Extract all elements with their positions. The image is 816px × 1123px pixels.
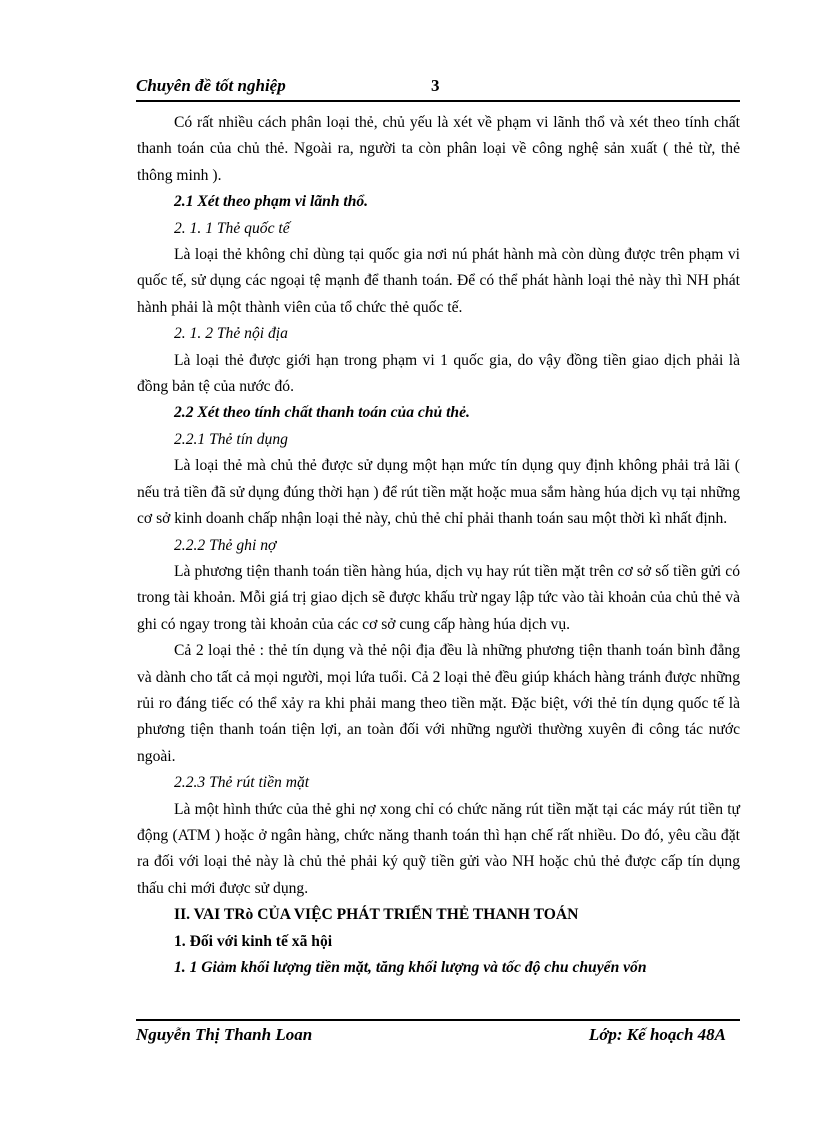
header-rule [136,100,740,102]
subsection-heading-2-1-1: 2. 1. 1 Thẻ quốc tế [174,219,290,237]
chapter-heading-ii: II. VAI TRò CỦA VIỆC PHÁT TRIỂN THẺ THANH TOÁN [174,906,579,924]
page-footer [136,1025,740,1049]
class-label: Lớp: Kế hoạch 48A [588,1025,726,1044]
document-title: Chuyên đề tốt nghiệp [136,76,286,95]
paragraph-international-card: Là loại thẻ không chỉ dùng tại quốc gia nơi nú phát hành mà còn dùng được trên phạm vi quốc tế, sử dụng các ngoại tệ mạnh để thanh toán. Để có thể phát hành loại thẻ này thì NH phát hành phải là một thành viên của tổ chức thẻ quốc tế. [137,246,740,316]
subsection-heading-2-2-3: 2.2.3 Thẻ rút tiền mặt [174,774,310,792]
subsection-heading-2-2-2: 2.2.2 Thẻ ghi nợ [174,536,277,554]
paragraph-debit-card: Là phương tiện thanh toán tiền hàng húa, dịch vụ hay rút tiền mặt trên cơ sở số tiền gửi có trong tài khoản. Mỗi giá trị giao dịch sẽ được khấu trừ ngay lập tức vào tài khoản của chủ thẻ và ghi có ngay trong tài khoản của các cơ sở cung cấp hàng húa dịch vụ. [137,562,740,633]
section-heading-1: 1. Đối với kinh tế xã hội [174,932,333,950]
section-heading-2-1: 2.1 Xét theo phạm vi lãnh thổ. [174,193,369,211]
paragraph-credit-card: Là loại thẻ mà chủ thẻ được sử dụng một hạn mức tín dụng quy định không phải trả lãi ( nếu trả tiền đã sử dụng đúng thời hạn ) để rút tiền mặt hoặc mua sắm hàng húa dịch vụ tại những cơ sở kinh doanh chấp nhận loại thẻ này, chủ thẻ chỉ phải thanh toán sau một thời kì nhất định. [137,457,740,528]
subsection-heading-2-1-2: 2. 1. 2 Thẻ nội địa [174,325,288,343]
paragraph-comparison: Cả 2 loại thẻ : thẻ tín dụng và thẻ nội địa đều là những phương tiện thanh toán bình đẳng và dành cho tất cả mọi người, mọi lứa tuổi. Cả 2 loại thẻ đều giúp khách hàng tránh được những rủi ro đáng tiếc có thể xảy ra khi phải mang theo tiền mặt. Đặc biệt, với thẻ tín dụng quốc tế là phương tiện thanh toán tiện lợi, an toàn đối với những người thường xuyên đi công tác nước ngoài. [137,642,740,765]
paragraph-intro: Có rất nhiều cách phân loại thẻ, chủ yếu là xét về phạm vi lãnh thổ và xét theo tính chất thanh toán của chủ thẻ. Ngoài ra, người ta còn phân loại về công nghệ sản xuất ( thẻ từ, thẻ thông minh ). [137,114,740,184]
page-body [137,110,740,981]
page-number: 3 [431,76,440,95]
page-header [136,76,740,100]
paragraph-cash-card: Là một hình thức của thẻ ghi nợ xong chỉ có chức năng rút tiền mặt tại các máy rút tiền tự động (ATM ) hoặc ở ngân hàng, chức năng thanh toán thì hạn chế rất nhiều. Do đó, yêu cầu đặt ra đối với loại thẻ này là chủ thẻ phải ký quỹ tiền gửi vào NH hoặc chủ thẻ được cấp tín dụng thấu chi mới được sử dụng. [137,800,740,897]
author-name: Nguyễn Thị Thanh Loan [136,1025,313,1044]
subsection-heading-2-2-1: 2.2.1 Thẻ tín dụng [174,430,288,448]
paragraph-domestic-card: Là loại thẻ được giới hạn trong phạm vi 1 quốc gia, do vậy đồng tiền giao dịch phải là đồng bản tệ của nước đó. [137,351,740,396]
footer-rule [136,1019,740,1021]
section-heading-2-2: 2.2 Xét theo tính chất thanh toán của chủ thẻ. [174,404,470,422]
subsection-heading-1-1: 1. 1 Giảm khối lượng tiền mặt, tăng khối lượng và tốc độ chu chuyển vốn [174,959,647,976]
